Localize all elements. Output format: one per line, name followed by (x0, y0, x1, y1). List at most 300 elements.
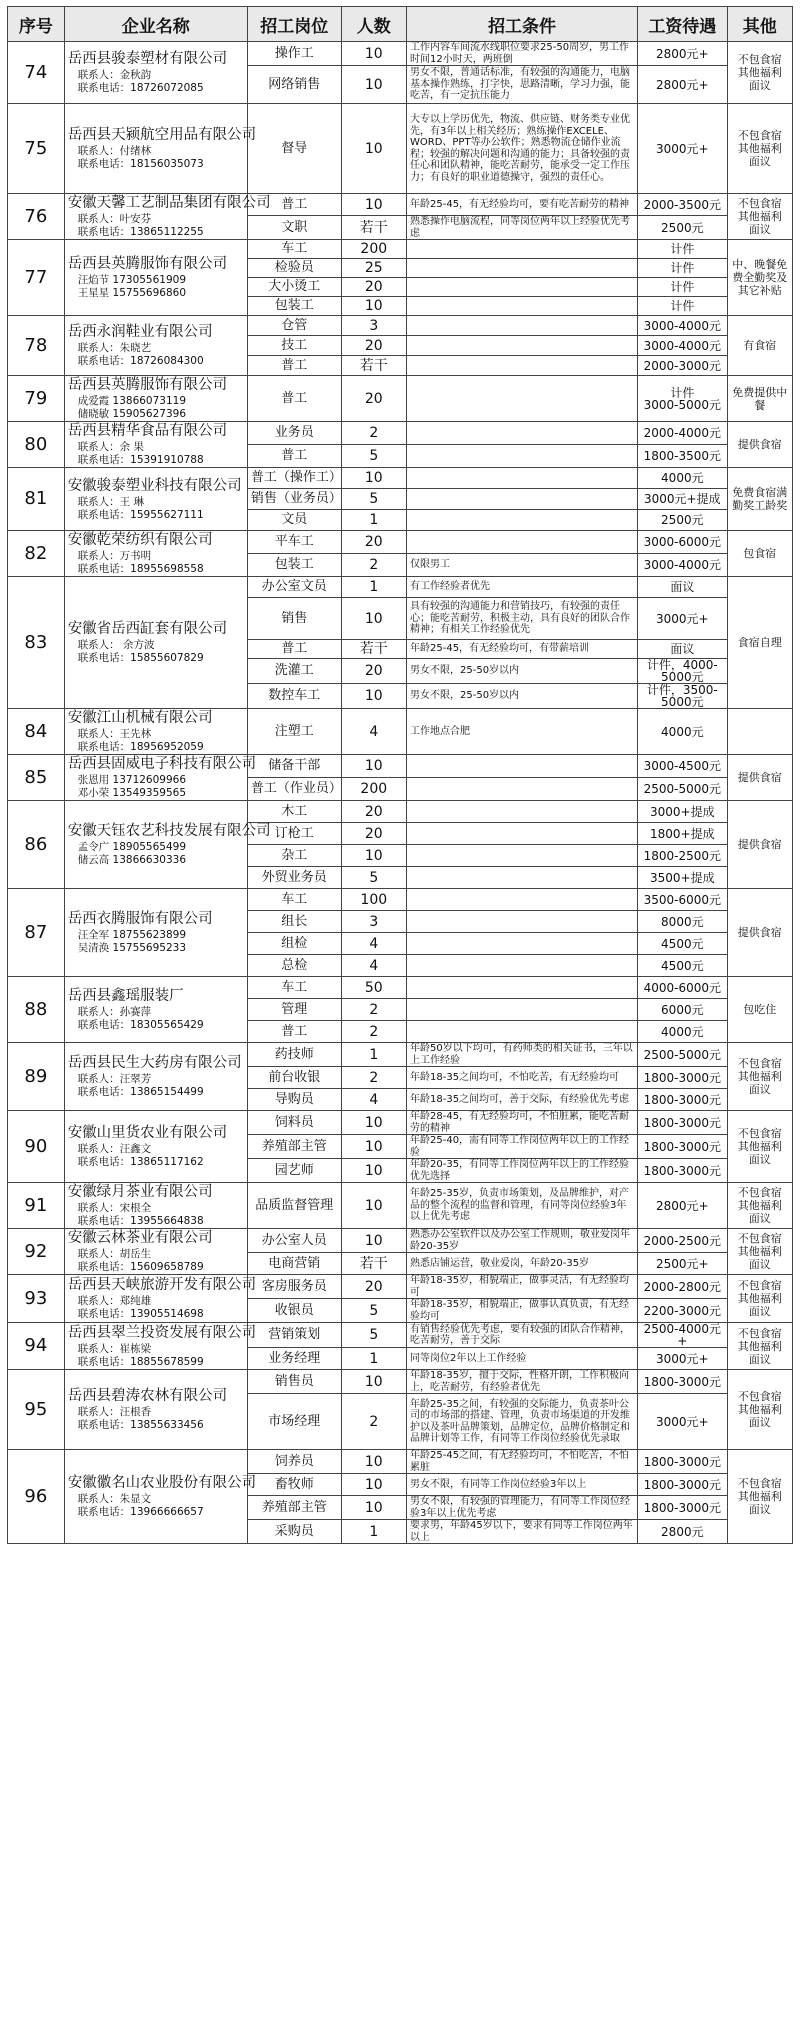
company-cell (64, 889, 247, 977)
table-row (8, 977, 793, 999)
position-pay: 计件 (638, 297, 727, 316)
position-pay: 1800-2500元 (638, 845, 727, 867)
other-benefits: 不包食宿 其他福利 面议 (727, 1229, 792, 1275)
position-conditions: 年龄18-35岁，擅于交际，性格开朗，工作积极向上，吃苦耐劳，有经验者优先 (407, 1370, 638, 1394)
position-count: 100 (341, 889, 406, 911)
position-pay: 2500-5000元 (638, 778, 727, 801)
row-number: 95 (8, 1370, 65, 1450)
position-count: 10 (341, 598, 406, 640)
position-title: 养殖部主管 (247, 1135, 341, 1159)
position-pay: 1800-3000元 (638, 1089, 727, 1111)
company-cell (64, 1370, 247, 1450)
company-name: 岳西县英腾服饰有限公司 (67, 256, 228, 272)
position-title: 饲养员 (247, 1450, 341, 1474)
position-pay: 2500元 (638, 216, 727, 240)
other-benefits: 包吃住 (727, 977, 792, 1043)
position-count: 4 (341, 955, 406, 977)
position-count: 25 (341, 259, 406, 278)
company-name: 岳西县民生大药房有限公司 (67, 1055, 242, 1071)
position-count: 10 (341, 684, 406, 709)
company-contact: 汪焰节 17305561909 王星星 15755696860 (77, 274, 187, 299)
position-count: 4 (341, 933, 406, 955)
position-conditions (407, 445, 638, 468)
position-count: 10 (341, 66, 406, 104)
company-name: 岳西县精华食品有限公司 (67, 423, 228, 439)
other-benefits: 不包食宿 其他福利 面议 (727, 1450, 792, 1544)
row-number: 86 (8, 801, 65, 889)
company-name: 岳西县天峡旅游开发有限公司 (67, 1277, 257, 1293)
position-title: 注塑工 (247, 709, 341, 755)
company-cell (64, 1275, 257, 1323)
position-conditions (407, 755, 638, 778)
position-title: 畜牧师 (247, 1474, 341, 1496)
position-count: 若干 (341, 356, 406, 376)
position-count: 10 (341, 1183, 406, 1229)
position-pay: 3000元+ (638, 104, 727, 194)
position-conditions: 工作地点合肥 (407, 709, 638, 755)
other-benefits: 提供食宿 (727, 889, 792, 977)
position-title: 销售员 (247, 1370, 341, 1394)
position-pay: 2800元+ (638, 1183, 727, 1229)
company-cell (64, 104, 257, 194)
position-count: 10 (341, 1450, 406, 1474)
position-conditions: 大专以上学历优先，物流、供应链、财务类专业优先，有3年以上相关经历；熟练操作EXCELE、WORD、PPT等办公软件；熟悉物流仓储作业流程；较强的解决问题和沟通的能力；具备较强的责任心和团队精神，能吃苦耐劳，能承受一定工作压力；有良好的职业道德操守，强烈的责任心。 (407, 104, 638, 194)
position-count: 1 (341, 577, 406, 598)
position-title: 总检 (247, 955, 341, 977)
position-count: 10 (341, 845, 406, 867)
position-count: 10 (341, 1111, 406, 1135)
position-pay: 2500-5000元 (638, 1043, 727, 1067)
position-conditions: 年龄25-45，有无经验均可，有带薪培训 (407, 640, 638, 659)
header-other: 其他 (727, 7, 792, 42)
table-row (8, 1370, 793, 1394)
row-number: 92 (8, 1229, 65, 1275)
position-count: 5 (341, 867, 406, 889)
company-name: 安徽省岳西缸套有限公司 (67, 621, 228, 637)
company-contact: 联系人：付绪林 联系电话：18156035073 (77, 145, 204, 170)
company-contact: 联系人：王 琳 联系电话：15955627111 (77, 495, 204, 521)
company-contact: 联系人：孙赛萍 联系电话：18305565429 (77, 1006, 204, 1031)
company-name: 岳西县碧涛农林有限公司 (67, 1388, 228, 1404)
company-contact: 汪全军 18755623899 吴清涣 15755695233 (77, 929, 187, 954)
header-no: 序号 (8, 7, 65, 42)
position-count: 10 (341, 1229, 406, 1253)
header-conditions: 招工条件 (407, 7, 638, 42)
position-conditions (407, 889, 638, 911)
company-cell (64, 709, 247, 755)
position-title: 操作工 (247, 42, 341, 66)
row-number: 88 (8, 977, 65, 1043)
company-cell (64, 316, 247, 376)
header-row (8, 7, 793, 42)
position-count: 1 (341, 510, 406, 531)
table-row (8, 709, 793, 755)
position-pay: 3000-4000元 (638, 554, 727, 577)
position-count: 5 (341, 489, 406, 510)
row-number: 89 (8, 1043, 65, 1111)
position-pay: 1800-3000元 (638, 1067, 727, 1089)
position-title: 客房服务员 (247, 1275, 341, 1299)
table-row (8, 240, 793, 259)
table-row (8, 577, 793, 598)
position-title: 车工 (247, 240, 341, 259)
other-benefits: 中、晚餐免费全勤奖及其它补贴 (727, 240, 792, 316)
position-title: 文职 (247, 216, 341, 240)
position-pay: 3500-6000元 (638, 889, 727, 911)
position-count: 10 (341, 1474, 406, 1496)
company-name: 安徽骏泰塑业科技有限公司 (67, 477, 242, 494)
position-conditions: 年龄18-35岁，相貌端正，做事认真负责，有无经验均可 (407, 1299, 638, 1323)
company-name: 岳西县骏泰塑材有限公司 (67, 51, 228, 67)
table-row (8, 468, 793, 489)
position-conditions (407, 316, 638, 336)
row-number: 78 (8, 316, 65, 376)
position-count: 20 (341, 336, 406, 356)
table-row (8, 422, 793, 445)
position-conditions (407, 259, 638, 278)
position-pay: 2000-4000元 (638, 422, 727, 445)
company-contact: 联系人：汪鑫文 联系电话：13865117162 (77, 1143, 204, 1168)
position-conditions: 男女不限，有同等工作岗位经验3年以上 (407, 1474, 638, 1496)
company-cell (64, 531, 247, 577)
table-row (8, 1275, 793, 1299)
position-title: 技工 (247, 336, 341, 356)
position-count: 200 (341, 778, 406, 801)
position-title: 销售（业务员） (247, 489, 341, 510)
position-pay: 1800-3000元 (638, 1159, 727, 1183)
position-conditions: 年龄25-45，有无经验均可，要有吃苦耐劳的精神 (407, 194, 638, 216)
position-title: 电商营销 (247, 1253, 341, 1275)
position-pay: 2500-4000元+ (638, 1323, 727, 1348)
position-conditions: 同等岗位2年以上工作经验 (407, 1348, 638, 1370)
company-name: 岳西县天颍航空用品有限公司 (67, 127, 257, 143)
position-conditions (407, 977, 638, 999)
company-name: 安徽绿月茶业有限公司 (67, 1184, 213, 1200)
position-title: 普工（操作工） (247, 468, 341, 489)
position-pay: 6000元 (638, 999, 727, 1021)
company-contact: 联系人：金秋韵 联系电话：18726072085 (77, 69, 204, 94)
company-name: 安徽天钰农艺科技发展有限公司 (67, 823, 271, 839)
position-conditions: 年龄18-35之间均可，不怕吃苦，有无经验均可 (407, 1067, 638, 1089)
table-row (8, 531, 793, 554)
table-row (8, 755, 793, 778)
position-pay: 2800元+ (638, 66, 727, 104)
position-pay: 3500+提成 (638, 867, 727, 889)
position-conditions: 年龄18-35岁，相貌端正，做事灵活，有无经验均可 (407, 1275, 638, 1299)
other-benefits: 食宿自理 (727, 577, 792, 709)
row-number: 96 (8, 1450, 65, 1544)
position-count: 2 (341, 554, 406, 577)
position-count: 若干 (341, 1253, 406, 1275)
row-number: 90 (8, 1111, 65, 1183)
position-count: 若干 (341, 640, 406, 659)
position-count: 50 (341, 977, 406, 999)
table-row (8, 1450, 793, 1474)
position-title: 组长 (247, 911, 341, 933)
position-pay: 1800-3000元 (638, 1135, 727, 1159)
position-title: 督导 (247, 104, 341, 194)
row-number: 83 (8, 577, 65, 709)
position-count: 3 (341, 316, 406, 336)
position-conditions (407, 297, 638, 316)
row-number: 75 (8, 104, 65, 194)
company-name: 安徽江山机械有限公司 (67, 710, 213, 726)
company-name: 安徽山里货农业有限公司 (67, 1125, 228, 1141)
company-cell (64, 422, 247, 468)
position-conditions (407, 468, 638, 489)
position-pay: 2000-3000元 (638, 356, 727, 376)
position-title: 普工 (247, 376, 341, 422)
position-count: 5 (341, 445, 406, 468)
position-conditions (407, 489, 638, 510)
company-contact: 联系人： 余方波 联系电话：15855607829 (77, 639, 204, 664)
table-row (8, 1043, 793, 1067)
row-number: 76 (8, 194, 65, 240)
row-number: 87 (8, 889, 65, 977)
company-contact: 成爱霞 13866073119 储晓敏 15905627396 (77, 395, 187, 420)
company-cell (64, 1323, 257, 1370)
company-cell (64, 194, 271, 240)
position-pay: 3000-4000元 (638, 336, 727, 356)
position-title: 园艺师 (247, 1159, 341, 1183)
position-conditions (407, 531, 638, 554)
position-count: 200 (341, 240, 406, 259)
table-row (8, 104, 793, 194)
header-pay: 工资待遇 (638, 7, 727, 42)
company-contact: 联系人：朱显文 联系电话：13966666657 (77, 1493, 204, 1518)
position-pay: 2500元 (638, 510, 727, 531)
position-pay: 4500元 (638, 933, 727, 955)
position-conditions (407, 510, 638, 531)
position-count: 10 (341, 755, 406, 778)
position-title: 前台收银 (247, 1067, 341, 1089)
company-name: 安徽乾荣纺织有限公司 (67, 532, 213, 548)
company-cell (64, 1229, 247, 1275)
table-row (8, 194, 793, 216)
position-title: 包装工 (247, 554, 341, 577)
company-cell (64, 577, 247, 709)
row-number: 79 (8, 376, 65, 422)
table-row (8, 1323, 793, 1348)
position-title: 管理 (247, 999, 341, 1021)
position-conditions: 年龄25-40，需有同等工作岗位两年以上的工作经验 (407, 1135, 638, 1159)
position-pay: 1800+提成 (638, 823, 727, 845)
position-conditions (407, 801, 638, 823)
other-benefits: 不包食宿 其他福利 面议 (727, 194, 792, 240)
position-count: 2 (341, 1394, 406, 1450)
company-cell (64, 240, 247, 316)
position-count: 3 (341, 911, 406, 933)
row-number: 82 (8, 531, 65, 577)
position-conditions: 年龄25-35之间，有较强的交际能力，负责茶叶公司的市场部的搭建、管理，负责市场渠道的开发维护以及茶叶品牌策划，品牌定位，品牌价格制定和品牌计划等工作，有同等工作岗位经验优先录取 (407, 1394, 638, 1450)
position-pay: 2000-3500元 (638, 194, 727, 216)
header-count: 人数 (341, 7, 406, 42)
company-cell (64, 801, 271, 889)
position-conditions: 具有较强的沟通能力和营销技巧，有较强的责任心；能吃苦耐劳，积极主动，具有良好的团队合作精神；有相关工作经验优先 (407, 598, 638, 640)
position-title: 车工 (247, 889, 341, 911)
other-benefits: 不包食宿 其他福利 面议 (727, 1275, 792, 1323)
position-conditions (407, 376, 638, 422)
position-title: 组检 (247, 933, 341, 955)
position-title: 检验员 (247, 259, 341, 278)
position-conditions (407, 356, 638, 376)
position-title: 普工 (247, 356, 341, 376)
position-title: 办公室人员 (247, 1229, 341, 1253)
position-count: 1 (341, 1348, 406, 1370)
position-pay: 计件 3000-5000元 (638, 376, 727, 422)
position-title: 车工 (247, 977, 341, 999)
other-benefits: 不包食宿 其他福利 面议 (727, 1043, 792, 1111)
position-pay: 1800-3500元 (638, 445, 727, 468)
position-pay: 2000-2500元 (638, 1229, 727, 1253)
position-count: 4 (341, 1089, 406, 1111)
other-benefits: 有食宿 (727, 316, 792, 376)
position-count: 10 (341, 1159, 406, 1183)
position-conditions: 年龄20-35，有同等工作岗位两年以上的工作经验优先选择 (407, 1159, 638, 1183)
position-conditions (407, 1021, 638, 1043)
company-name: 安徽天馨工艺制品集团有限公司 (67, 195, 271, 211)
position-count: 2 (341, 1067, 406, 1089)
position-pay: 计件 (638, 259, 727, 278)
position-conditions: 要求男，年龄45岁以下，要求有同等工作岗位两年以上 (407, 1520, 638, 1544)
row-number: 93 (8, 1275, 65, 1323)
position-conditions: 熟悉办公室软件以及办公室工作规则，敬业爱岗年龄20-35岁 (407, 1229, 638, 1253)
position-title: 销售 (247, 598, 341, 640)
position-title: 养殖部主管 (247, 1496, 341, 1520)
company-contact: 联系人：余 果 联系电话：15391910788 (77, 441, 204, 466)
position-count: 20 (341, 659, 406, 684)
position-count: 2 (341, 999, 406, 1021)
position-count: 20 (341, 1275, 406, 1299)
position-pay: 3000-4500元 (638, 755, 727, 778)
position-count: 20 (341, 531, 406, 554)
table-row (8, 889, 793, 911)
position-conditions (407, 845, 638, 867)
position-pay: 计件，4000-5000元 (638, 659, 727, 684)
position-pay: 面议 (638, 640, 727, 659)
position-conditions: 年龄25-35岁，负责市场策划，及品牌维护，对产品的整个流程的监督和管理，有同等岗位经验3年以上优先考虑 (407, 1183, 638, 1229)
position-title: 饲料员 (247, 1111, 341, 1135)
position-conditions (407, 422, 638, 445)
position-conditions: 男女不限，有较强的管理能力，有同等工作岗位经验3年以上优先考虑 (407, 1496, 638, 1520)
position-count: 10 (341, 1370, 406, 1394)
position-title: 木工 (247, 801, 341, 823)
position-conditions: 仅限男工 (407, 554, 638, 577)
company-name: 岳西县英腾服饰有限公司 (67, 377, 228, 393)
table-row (8, 1111, 793, 1135)
position-pay: 4000元 (638, 1021, 727, 1043)
position-count: 20 (341, 801, 406, 823)
table-row (8, 1229, 793, 1253)
position-count: 10 (341, 194, 406, 216)
position-title: 业务员 (247, 422, 341, 445)
position-conditions: 年龄25-45之间，有无经验均可，不怕吃苦，不怕累脏 (407, 1450, 638, 1474)
company-cell (64, 1183, 247, 1229)
row-number: 84 (8, 709, 65, 755)
position-conditions: 熟悉店铺运营，敬业爱岗，年龄20-35岁 (407, 1253, 638, 1275)
position-count: 20 (341, 823, 406, 845)
position-title: 数控车工 (247, 684, 341, 709)
position-count: 4 (341, 709, 406, 755)
company-cell (64, 977, 247, 1043)
position-conditions: 年龄28-45，有无经验均可，不怕脏累，能吃苦耐劳的精神 (407, 1111, 638, 1135)
row-number: 91 (8, 1183, 65, 1229)
company-cell (64, 376, 247, 422)
position-conditions (407, 911, 638, 933)
position-pay: 3000元+ (638, 1394, 727, 1450)
position-conditions: 工作内容车间流水线职位要求25-50周岁，男工作时间12小时天，两班倒 (407, 42, 638, 66)
company-cell (64, 1043, 247, 1111)
position-title: 杂工 (247, 845, 341, 867)
company-name: 岳西县翠兰投资发展有限公司 (67, 1324, 257, 1341)
position-conditions: 年龄50岁以下均可，有药师类的相关证书，三年以上工作经验 (407, 1043, 638, 1067)
position-conditions: 男女不限，普通话标准，有较强的沟通能力，电脑基本操作熟练，打字快，思路清晰，学习力强，能吃苦，有一定抗压能力 (407, 66, 638, 104)
position-title: 导购员 (247, 1089, 341, 1111)
position-title: 收银员 (247, 1299, 341, 1323)
position-count: 10 (341, 1135, 406, 1159)
position-count: 若干 (341, 216, 406, 240)
position-conditions (407, 955, 638, 977)
other-benefits: 包食宿 (727, 531, 792, 577)
other-benefits: 不包食宿 其他福利 面议 (727, 1183, 792, 1229)
position-conditions (407, 778, 638, 801)
company-contact: 联系人：郑纯雄 联系电话：13905514698 (77, 1295, 204, 1320)
company-name: 安徽徽名山农业股份有限公司 (67, 1475, 257, 1491)
position-pay: 面议 (638, 577, 727, 598)
other-benefits: 提供食宿 (727, 422, 792, 468)
company-name: 岳西衣腾服饰有限公司 (67, 911, 213, 927)
position-title: 办公室文员 (247, 577, 341, 598)
position-conditions: 男女不限，25-50岁以内 (407, 684, 638, 709)
company-cell (64, 42, 247, 104)
recruitment-table (7, 6, 793, 1544)
position-pay: 3000-4000元 (638, 316, 727, 336)
other-benefits: 提供食宿 (727, 755, 792, 801)
company-name: 岳西县固威电子科技有限公司 (67, 756, 257, 772)
position-title: 营销策划 (247, 1323, 341, 1348)
position-pay: 计件 (638, 278, 727, 297)
company-contact: 联系人：宋根全 联系电话：13955664838 (77, 1202, 204, 1227)
other-benefits (727, 709, 792, 755)
other-benefits: 免费提供中餐 (727, 376, 792, 422)
position-pay: 2200-3000元 (638, 1299, 727, 1323)
position-conditions: 男女不限，25-50岁以内 (407, 659, 638, 684)
position-title: 普工 (247, 445, 341, 468)
position-pay: 2800元+ (638, 42, 727, 66)
position-pay: 2000-2800元 (638, 1275, 727, 1299)
position-pay: 计件 (638, 240, 727, 259)
other-benefits: 不包食宿 其他福利 面议 (727, 1370, 792, 1450)
position-pay: 3000-6000元 (638, 531, 727, 554)
company-contact: 联系人：崔栋梁 联系电话：18855678599 (77, 1342, 204, 1368)
position-pay: 1800-3000元 (638, 1111, 727, 1135)
position-pay: 3000元+提成 (638, 489, 727, 510)
position-pay: 1800-3000元 (638, 1474, 727, 1496)
position-count: 5 (341, 1299, 406, 1323)
position-pay: 计件，3500-5000元 (638, 684, 727, 709)
position-title: 包装工 (247, 297, 341, 316)
position-pay: 2800元 (638, 1520, 727, 1544)
company-contact: 联系人：朱晓艺 联系电话：18726084300 (77, 342, 204, 367)
table-row (8, 801, 793, 823)
table-body (8, 42, 793, 1544)
position-title: 洗灌工 (247, 659, 341, 684)
position-count: 20 (341, 278, 406, 297)
position-conditions (407, 933, 638, 955)
other-benefits: 免费食宿满勤奖工龄奖 (727, 468, 792, 531)
position-count: 2 (341, 1021, 406, 1043)
position-title: 普工 (247, 640, 341, 659)
